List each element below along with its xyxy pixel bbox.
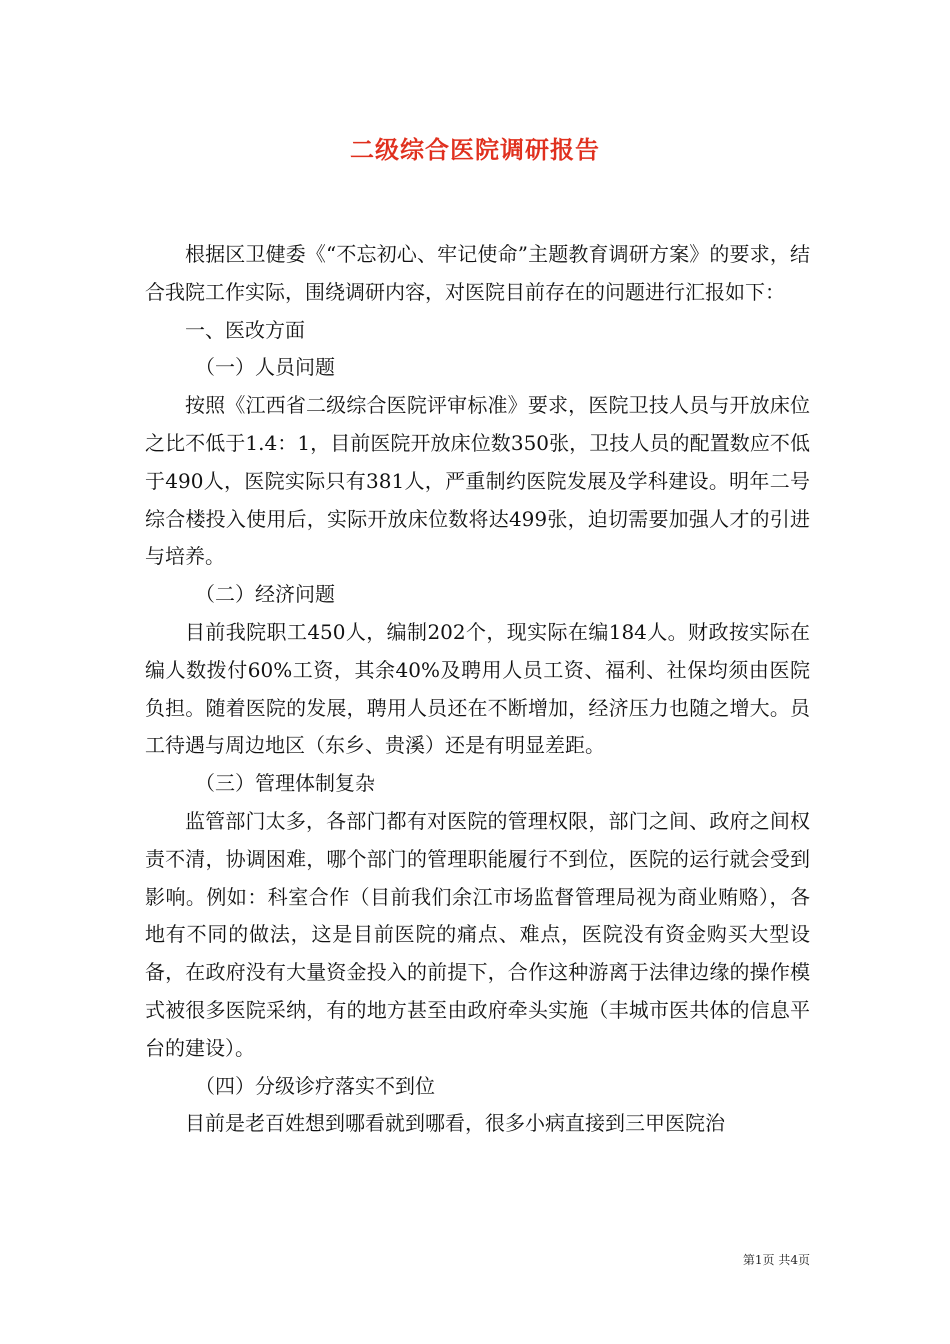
intro-paragraph: 根据区卫健委《“不忘初心、牢记使命”主题教育调研方案》的要求，结合我院工作实际，围绕调研内容，对医院目前存在的问题进行汇报如下： xyxy=(145,242,810,304)
subheading-management: （三）管理体制复杂 xyxy=(195,771,375,796)
subheading-personnel: （一）人员问题 xyxy=(195,355,335,380)
paragraph-economic: 目前我院职工450人，编制202个，现实际在编184人。财政按实际在编人数拨付60%工资，其余40%及聘用人员工资、福利、社保均须由医院负担。随着医院的发展，聘用人员还在不断增加，经济压力也随之增大。员工待遇与周边地区（东乡、贵溪）还是有明显差距。 xyxy=(145,619,810,758)
paragraph-personnel: 按照《江西省二级综合医院评审标准》要求，医院卫技人员与开放床位之比不低于1.4：1，目前医院开放床位数350张，卫技人员的配置数应不低于490人，医院实际只有381人，严重制约医院发展及学科建设。明年二号综合楼投入使用后，实际开放床位数将达499张，迫切需要加强人才的引进与培养。 xyxy=(145,393,810,569)
section-heading-reform: 一、医改方面 xyxy=(185,317,305,342)
document-body xyxy=(145,236,810,1143)
document-title: 二级综合医院调研报告 xyxy=(350,135,600,164)
page-number: 第1页 共4页 xyxy=(742,1253,810,1267)
subheading-tiered-care: （四）分级诊疗落实不到位 xyxy=(195,1073,435,1098)
paragraph-tiered-care: 目前是老百姓想到哪看就到哪看，很多小病直接到三甲医院治 xyxy=(185,1111,725,1136)
subheading-economic: （二）经济问题 xyxy=(195,582,335,607)
paragraph-management: 监管部门太多，各部门都有对医院的管理权限，部门之间、政府之间权责不清，协调困难，哪个部门的管理职能履行不到位，医院的运行就会受到影响。例如：科室合作（目前我们余江市场监督管理局视为商业贿赂），各地有不同的做法，这是目前医院的痛点、难点，医院没有资金购买大型设备，在政府没有大量资金投入的前提下，合作这种游离于法律边缘的操作模式被很多医院采纳，有的地方甚至由政府牵头实施（丰城市医共体的信息平台的建设）。 xyxy=(145,808,810,1060)
